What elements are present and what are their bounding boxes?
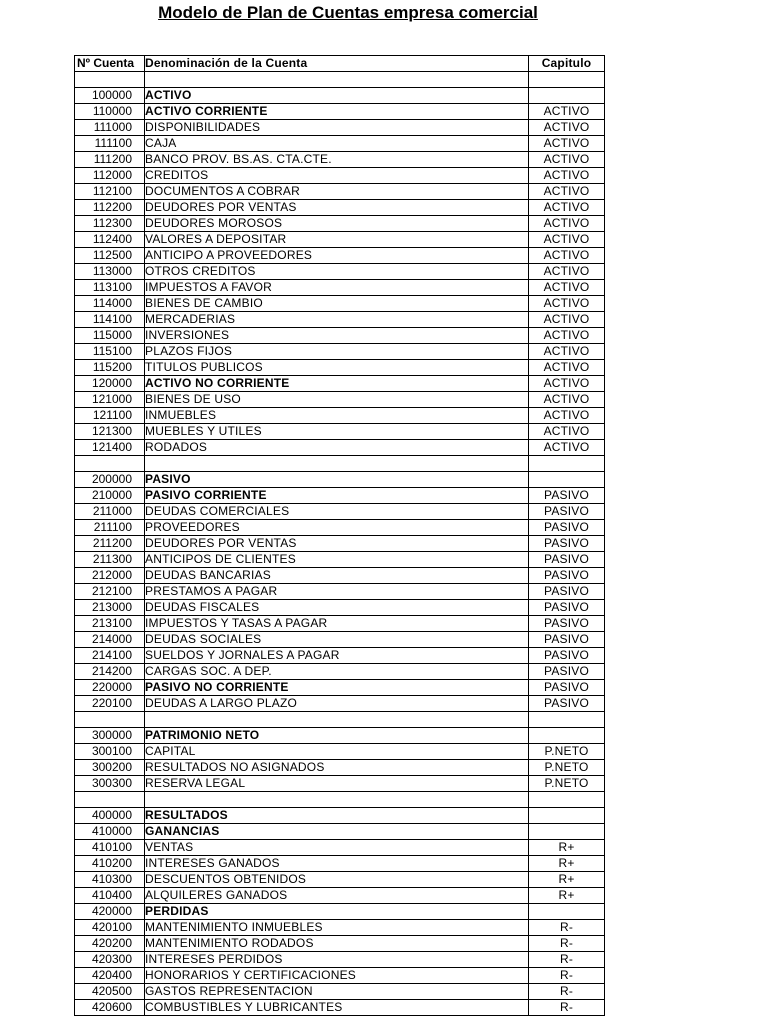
- chapter-cell: P.NETO: [529, 760, 605, 776]
- table-row: [75, 760, 605, 776]
- account-number-cell: 213100: [75, 616, 145, 632]
- account-number-cell: 211100: [75, 520, 145, 536]
- table-row: [75, 216, 605, 232]
- account-name-cell: MANTENIMIENTO RODADOS: [145, 936, 529, 952]
- chapter-cell: PASIVO: [529, 568, 605, 584]
- chapter-cell: ACTIVO: [529, 216, 605, 232]
- account-number-cell: 115200: [75, 360, 145, 376]
- account-number-cell: 410100: [75, 840, 145, 856]
- account-name-cell: PASIVO: [145, 472, 529, 488]
- account-number-cell: 111200: [75, 152, 145, 168]
- account-number-cell: 200000: [75, 472, 145, 488]
- chapter-cell: PASIVO: [529, 696, 605, 712]
- table-row: [75, 1000, 605, 1016]
- account-number-cell: 212000: [75, 568, 145, 584]
- blank-row: [75, 792, 605, 808]
- account-name-cell: ACTIVO: [145, 88, 529, 104]
- chapter-cell: ACTIVO: [529, 312, 605, 328]
- account-name-cell: DEUDAS FISCALES: [145, 600, 529, 616]
- chapter-cell: R+: [529, 856, 605, 872]
- account-name-cell: ACTIVO CORRIENTE: [145, 104, 529, 120]
- account-number-cell: 110000: [75, 104, 145, 120]
- account-name-cell: VENTAS: [145, 840, 529, 856]
- account-number-cell: 211300: [75, 552, 145, 568]
- account-number-cell: 420200: [75, 936, 145, 952]
- chapter-cell: R-: [529, 1000, 605, 1016]
- account-number-cell: 121000: [75, 392, 145, 408]
- account-name-cell: SUELDOS Y JORNALES A PAGAR: [145, 648, 529, 664]
- account-number-cell: 111100: [75, 136, 145, 152]
- chapter-cell: [529, 824, 605, 840]
- account-number-cell: 220000: [75, 680, 145, 696]
- account-number-cell: 410000: [75, 824, 145, 840]
- chapter-cell: PASIVO: [529, 616, 605, 632]
- chapter-cell: [529, 904, 605, 920]
- account-name-cell: DEUDORES POR VENTAS: [145, 200, 529, 216]
- account-name-cell: RESULTADOS: [145, 808, 529, 824]
- table-row: [75, 536, 605, 552]
- chapter-cell: PASIVO: [529, 680, 605, 696]
- account-name-cell: PASIVO CORRIENTE: [145, 488, 529, 504]
- table-row: [75, 584, 605, 600]
- account-number-cell: 300000: [75, 728, 145, 744]
- chapter-cell: PASIVO: [529, 632, 605, 648]
- table-row: [75, 856, 605, 872]
- account-name-cell: PASIVO NO CORRIENTE: [145, 680, 529, 696]
- account-name-cell: INTERESES PERDIDOS: [145, 952, 529, 968]
- account-name-cell: ALQUILERES GANADOS: [145, 888, 529, 904]
- account-number-cell: 400000: [75, 808, 145, 824]
- account-name-cell: RESULTADOS NO ASIGNADOS: [145, 760, 529, 776]
- table-row: [75, 904, 605, 920]
- table-row: [75, 616, 605, 632]
- chapter-cell: ACTIVO: [529, 248, 605, 264]
- header-account-name: Denominación de la Cuenta: [145, 56, 529, 72]
- table-row: [75, 408, 605, 424]
- table-row: [75, 888, 605, 904]
- account-number-cell: 121100: [75, 408, 145, 424]
- account-name-cell: COMBUSTIBLES Y LUBRICANTES: [145, 1000, 529, 1016]
- account-number-cell: 214100: [75, 648, 145, 664]
- chapter-cell: ACTIVO: [529, 264, 605, 280]
- account-number-cell: 410300: [75, 872, 145, 888]
- account-number-cell: 211200: [75, 536, 145, 552]
- chapter-cell: PASIVO: [529, 488, 605, 504]
- chapter-cell: R-: [529, 936, 605, 952]
- account-number-cell: 113100: [75, 280, 145, 296]
- table-row: [75, 264, 605, 280]
- account-name-cell: GASTOS REPRESENTACION: [145, 984, 529, 1000]
- account-number-cell: 112100: [75, 184, 145, 200]
- account-name-cell: MUEBLES Y UTILES: [145, 424, 529, 440]
- table-row: [75, 568, 605, 584]
- account-name-cell: RODADOS: [145, 440, 529, 456]
- account-name-cell: MERCADERIAS: [145, 312, 529, 328]
- account-number-cell: 111000: [75, 120, 145, 136]
- table-row: [75, 600, 605, 616]
- account-number-cell: 112200: [75, 200, 145, 216]
- table-row: [75, 424, 605, 440]
- chapter-cell: ACTIVO: [529, 424, 605, 440]
- account-name-cell: DEUDORES MOROSOS: [145, 216, 529, 232]
- table-row: [75, 552, 605, 568]
- table-row: [75, 488, 605, 504]
- chapter-cell: [529, 456, 605, 472]
- chapter-cell: P.NETO: [529, 776, 605, 792]
- chapter-cell: [529, 792, 605, 808]
- account-number-cell: 212100: [75, 584, 145, 600]
- table-row: [75, 936, 605, 952]
- chapter-cell: ACTIVO: [529, 408, 605, 424]
- account-name-cell: [145, 792, 529, 808]
- account-name-cell: DISPONIBILIDADES: [145, 120, 529, 136]
- account-number-cell: 100000: [75, 88, 145, 104]
- account-number-cell: 420400: [75, 968, 145, 984]
- table-row: [75, 248, 605, 264]
- account-number-cell: 121400: [75, 440, 145, 456]
- table-row: [75, 664, 605, 680]
- account-name-cell: CAPITAL: [145, 744, 529, 760]
- table-row: [75, 920, 605, 936]
- table-row: [75, 808, 605, 824]
- account-name-cell: DEUDORES POR VENTAS: [145, 536, 529, 552]
- account-name-cell: CAJA: [145, 136, 529, 152]
- table-row: [75, 744, 605, 760]
- chapter-cell: PASIVO: [529, 552, 605, 568]
- table-header-row: [75, 56, 605, 72]
- table-row: [75, 824, 605, 840]
- table-row: [75, 360, 605, 376]
- table-row: [75, 968, 605, 984]
- account-number-cell: 114100: [75, 312, 145, 328]
- account-name-cell: PLAZOS FIJOS: [145, 344, 529, 360]
- account-number-cell: 115100: [75, 344, 145, 360]
- account-number-cell: 420300: [75, 952, 145, 968]
- account-number-cell: [75, 456, 145, 472]
- table-row: [75, 232, 605, 248]
- chapter-cell: R+: [529, 888, 605, 904]
- account-number-cell: 410200: [75, 856, 145, 872]
- table-row: [75, 440, 605, 456]
- table-row: [75, 344, 605, 360]
- account-number-cell: 420500: [75, 984, 145, 1000]
- account-number-cell: 300100: [75, 744, 145, 760]
- table-row: [75, 88, 605, 104]
- chapter-cell: ACTIVO: [529, 280, 605, 296]
- table-row: [75, 280, 605, 296]
- chapter-cell: ACTIVO: [529, 104, 605, 120]
- chapter-cell: PASIVO: [529, 648, 605, 664]
- chapter-cell: P.NETO: [529, 744, 605, 760]
- account-number-cell: 300300: [75, 776, 145, 792]
- chapter-cell: [529, 88, 605, 104]
- table-row: [75, 648, 605, 664]
- table-row: [75, 152, 605, 168]
- chapter-cell: R-: [529, 920, 605, 936]
- account-name-cell: ANTICIPO A PROVEEDORES: [145, 248, 529, 264]
- table-row: [75, 184, 605, 200]
- account-name-cell: PATRIMONIO NETO: [145, 728, 529, 744]
- table-row: [75, 952, 605, 968]
- account-number-cell: 113000: [75, 264, 145, 280]
- account-name-cell: DEUDAS BANCARIAS: [145, 568, 529, 584]
- table-row: [75, 168, 605, 184]
- account-number-cell: 121300: [75, 424, 145, 440]
- account-name-cell: PRESTAMOS A PAGAR: [145, 584, 529, 600]
- table-row: [75, 632, 605, 648]
- chapter-cell: ACTIVO: [529, 440, 605, 456]
- chapter-cell: R-: [529, 952, 605, 968]
- account-number-cell: 112300: [75, 216, 145, 232]
- account-name-cell: ACTIVO NO CORRIENTE: [145, 376, 529, 392]
- table-row: [75, 840, 605, 856]
- chapter-cell: R+: [529, 872, 605, 888]
- chapter-cell: PASIVO: [529, 600, 605, 616]
- account-name-cell: DOCUMENTOS A COBRAR: [145, 184, 529, 200]
- blank-row: [75, 72, 605, 88]
- account-number-cell: 114000: [75, 296, 145, 312]
- chapter-cell: ACTIVO: [529, 344, 605, 360]
- table-row: [75, 312, 605, 328]
- chapter-cell: ACTIVO: [529, 200, 605, 216]
- header-chapter: Capitulo: [529, 56, 605, 72]
- account-name-cell: PROVEEDORES: [145, 520, 529, 536]
- account-number-cell: 420000: [75, 904, 145, 920]
- account-name-cell: GANANCIAS: [145, 824, 529, 840]
- chapter-cell: ACTIVO: [529, 168, 605, 184]
- chapter-cell: ACTIVO: [529, 120, 605, 136]
- chapter-cell: PASIVO: [529, 504, 605, 520]
- table-row: [75, 296, 605, 312]
- account-name-cell: DEUDAS COMERCIALES: [145, 504, 529, 520]
- account-name-cell: RESERVA LEGAL: [145, 776, 529, 792]
- table-row: [75, 376, 605, 392]
- chapter-cell: ACTIVO: [529, 136, 605, 152]
- account-name-cell: [145, 712, 529, 728]
- account-name-cell: MANTENIMIENTO INMUEBLES: [145, 920, 529, 936]
- account-name-cell: [145, 456, 529, 472]
- account-name-cell: BIENES DE USO: [145, 392, 529, 408]
- account-number-cell: 211000: [75, 504, 145, 520]
- chapter-cell: ACTIVO: [529, 360, 605, 376]
- blank-row: [75, 456, 605, 472]
- table-row: [75, 472, 605, 488]
- table-row: [75, 728, 605, 744]
- chapter-cell: PASIVO: [529, 520, 605, 536]
- chapter-cell: ACTIVO: [529, 296, 605, 312]
- account-number-cell: 112400: [75, 232, 145, 248]
- account-number-cell: 214000: [75, 632, 145, 648]
- table-row: [75, 872, 605, 888]
- chapter-cell: ACTIVO: [529, 376, 605, 392]
- account-number-cell: [75, 72, 145, 88]
- account-name-cell: IMPUESTOS Y TASAS A PAGAR: [145, 616, 529, 632]
- account-name-cell: TITULOS PUBLICOS: [145, 360, 529, 376]
- chapter-cell: [529, 808, 605, 824]
- blank-row: [75, 712, 605, 728]
- account-name-cell: INTERESES GANADOS: [145, 856, 529, 872]
- account-name-cell: DEUDAS A LARGO PLAZO: [145, 696, 529, 712]
- table-row: [75, 136, 605, 152]
- account-name-cell: CREDITOS: [145, 168, 529, 184]
- account-name-cell: OTROS CREDITOS: [145, 264, 529, 280]
- table-row: [75, 520, 605, 536]
- table-row: [75, 680, 605, 696]
- account-number-cell: [75, 712, 145, 728]
- chapter-cell: R-: [529, 984, 605, 1000]
- account-name-cell: INMUEBLES: [145, 408, 529, 424]
- account-name-cell: CARGAS SOC. A DEP.: [145, 664, 529, 680]
- table-row: [75, 984, 605, 1000]
- chapter-cell: [529, 72, 605, 88]
- account-number-cell: 420100: [75, 920, 145, 936]
- page-title: Modelo de Plan de Cuentas empresa comercial: [158, 3, 538, 22]
- chapter-cell: PASIVO: [529, 536, 605, 552]
- table-row: [75, 328, 605, 344]
- chapter-cell: [529, 712, 605, 728]
- account-number-cell: 420600: [75, 1000, 145, 1016]
- chapter-cell: PASIVO: [529, 664, 605, 680]
- table-row: [75, 104, 605, 120]
- chapter-cell: PASIVO: [529, 584, 605, 600]
- account-number-cell: 112500: [75, 248, 145, 264]
- account-name-cell: DESCUENTOS OBTENIDOS: [145, 872, 529, 888]
- table-row: [75, 776, 605, 792]
- table-row: [75, 504, 605, 520]
- account-number-cell: 410400: [75, 888, 145, 904]
- table-row: [75, 696, 605, 712]
- account-name-cell: INVERSIONES: [145, 328, 529, 344]
- account-name-cell: DEUDAS SOCIALES: [145, 632, 529, 648]
- account-number-cell: 213000: [75, 600, 145, 616]
- account-name-cell: ANTICIPOS DE CLIENTES: [145, 552, 529, 568]
- account-name-cell: BIENES DE CAMBIO: [145, 296, 529, 312]
- table-row: [75, 392, 605, 408]
- chapter-cell: ACTIVO: [529, 184, 605, 200]
- account-name-cell: VALORES A DEPOSITAR: [145, 232, 529, 248]
- header-account-number: Nº Cuenta: [75, 56, 145, 72]
- table-row: [75, 200, 605, 216]
- chapter-cell: ACTIVO: [529, 232, 605, 248]
- chapter-cell: ACTIVO: [529, 328, 605, 344]
- chapter-cell: ACTIVO: [529, 152, 605, 168]
- chapter-cell: R-: [529, 968, 605, 984]
- account-number-cell: 214200: [75, 664, 145, 680]
- accounts-table-body: [75, 56, 605, 1016]
- chapter-cell: [529, 728, 605, 744]
- account-number-cell: 115000: [75, 328, 145, 344]
- account-number-cell: 220100: [75, 696, 145, 712]
- account-number-cell: [75, 792, 145, 808]
- account-number-cell: 120000: [75, 376, 145, 392]
- account-number-cell: 112000: [75, 168, 145, 184]
- account-number-cell: 300200: [75, 760, 145, 776]
- account-number-cell: 210000: [75, 488, 145, 504]
- chapter-cell: ACTIVO: [529, 392, 605, 408]
- account-name-cell: IMPUESTOS A FAVOR: [145, 280, 529, 296]
- chapter-cell: [529, 472, 605, 488]
- account-name-cell: [145, 72, 529, 88]
- account-name-cell: PERDIDAS: [145, 904, 529, 920]
- chapter-cell: R+: [529, 840, 605, 856]
- account-name-cell: BANCO PROV. BS.AS. CTA.CTE.: [145, 152, 529, 168]
- accounts-table: [74, 55, 605, 1016]
- account-name-cell: HONORARIOS Y CERTIFICACIONES: [145, 968, 529, 984]
- table-row: [75, 120, 605, 136]
